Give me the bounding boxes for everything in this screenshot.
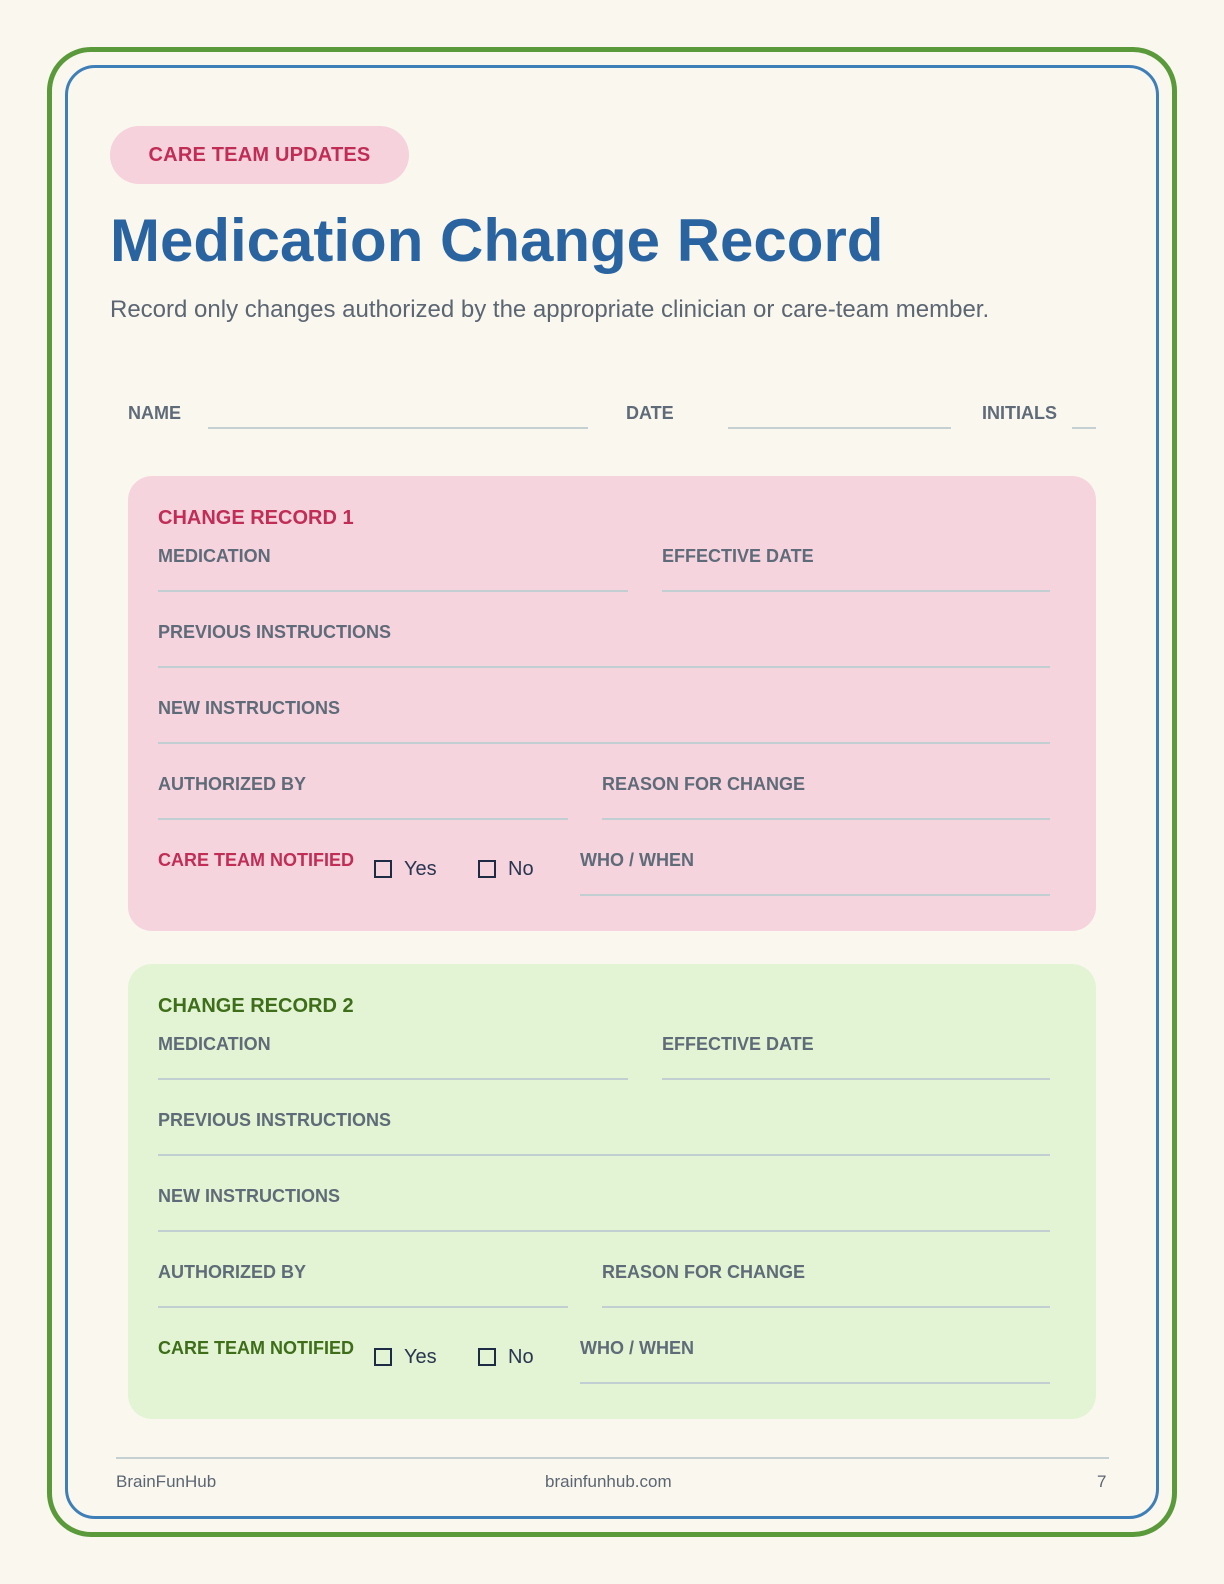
notified-no-checkbox[interactable] xyxy=(478,860,496,878)
new-instructions-label: NEW INSTRUCTIONS xyxy=(158,1186,340,1206)
page-title: Medication Change Record xyxy=(110,207,884,274)
medication-field[interactable] xyxy=(158,590,628,592)
name-field[interactable] xyxy=(208,427,588,429)
date-field[interactable] xyxy=(728,427,951,429)
change-record-card-1 xyxy=(128,476,1096,931)
change-record-title: CHANGE RECORD 1 xyxy=(158,507,354,529)
previous-instructions-field[interactable] xyxy=(158,666,1050,668)
new-instructions-field[interactable] xyxy=(158,1230,1050,1232)
authorized-by-field[interactable] xyxy=(158,818,568,820)
initials-field[interactable] xyxy=(1072,427,1096,429)
medication-label: MEDICATION xyxy=(158,1034,271,1054)
effective-date-label: EFFECTIVE DATE xyxy=(662,546,814,566)
date-label: DATE xyxy=(626,403,674,423)
new-instructions-label: NEW INSTRUCTIONS xyxy=(158,698,340,718)
care-team-notified-label: CARE TEAM NOTIFIED xyxy=(158,1338,354,1358)
medication-label: MEDICATION xyxy=(158,546,271,566)
page-number: 7 xyxy=(1097,1472,1107,1491)
effective-date-label: EFFECTIVE DATE xyxy=(662,1034,814,1054)
effective-date-field[interactable] xyxy=(662,590,1050,592)
previous-instructions-label: PREVIOUS INSTRUCTIONS xyxy=(158,622,392,642)
medication-field[interactable] xyxy=(158,1078,628,1080)
reason-label: REASON FOR CHANGE xyxy=(602,1262,806,1282)
reason-label: REASON FOR CHANGE xyxy=(602,774,806,794)
notified-no-label: No xyxy=(508,858,534,880)
authorized-by-field[interactable] xyxy=(158,1306,568,1308)
notified-yes-label: Yes xyxy=(404,1346,437,1368)
authorized-by-label: AUTHORIZED BY xyxy=(158,774,306,794)
previous-instructions-label: PREVIOUS INSTRUCTIONS xyxy=(158,1110,392,1130)
page-subtitle: Record only changes authorized by the appropriate clinician or care-team member. xyxy=(110,296,990,323)
name-label: NAME xyxy=(128,403,181,423)
footer-divider xyxy=(116,1457,1109,1459)
who-when-label: WHO / WHEN xyxy=(580,1338,694,1358)
section-badge: CARE TEAM UPDATES xyxy=(110,126,409,184)
change-record-card-2 xyxy=(128,964,1096,1419)
new-instructions-field[interactable] xyxy=(158,742,1050,744)
who-when-field[interactable] xyxy=(580,1382,1050,1384)
notified-no-checkbox[interactable] xyxy=(478,1348,496,1366)
reason-field[interactable] xyxy=(602,818,1050,820)
care-team-notified-label: CARE TEAM NOTIFIED xyxy=(158,850,354,870)
footer-brand: BrainFunHub xyxy=(116,1472,217,1491)
who-when-field[interactable] xyxy=(580,894,1050,896)
notified-yes-checkbox[interactable] xyxy=(374,860,392,878)
notified-yes-label: Yes xyxy=(404,858,437,880)
authorized-by-label: AUTHORIZED BY xyxy=(158,1262,306,1282)
reason-field[interactable] xyxy=(602,1306,1050,1308)
previous-instructions-field[interactable] xyxy=(158,1154,1050,1156)
who-when-label: WHO / WHEN xyxy=(580,850,694,870)
footer-url: brainfunhub.com xyxy=(545,1472,672,1491)
effective-date-field[interactable] xyxy=(662,1078,1050,1080)
initials-label: INITIALS xyxy=(982,403,1057,423)
notified-yes-checkbox[interactable] xyxy=(374,1348,392,1366)
change-record-title: CHANGE RECORD 2 xyxy=(158,995,354,1017)
notified-no-label: No xyxy=(508,1346,534,1368)
